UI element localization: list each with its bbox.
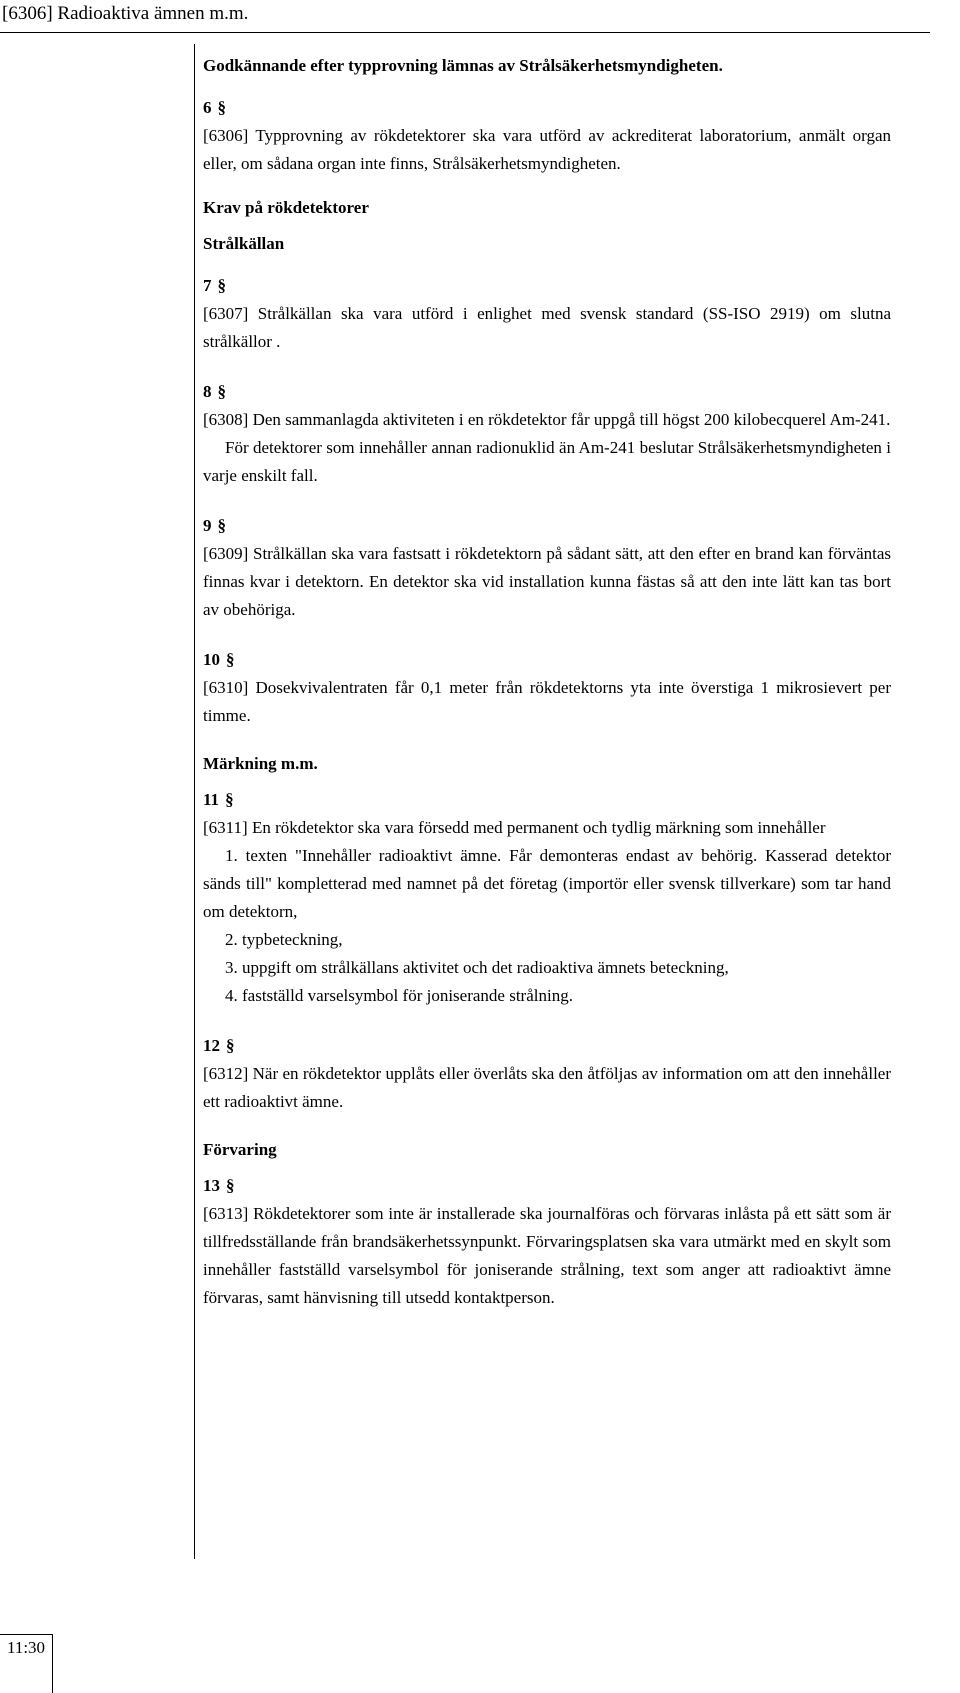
section-9-heading — [203, 512, 891, 540]
heading-stralkallan: Strålkällan — [203, 234, 285, 253]
section-number: 8 — [203, 382, 212, 401]
paragraph-sign-icon: § — [226, 1176, 235, 1195]
section-number: 10 — [203, 650, 220, 669]
section-number: 7 — [203, 276, 212, 295]
document-body — [203, 50, 891, 1312]
section-13-heading — [203, 1172, 891, 1200]
section-8-heading — [203, 378, 891, 406]
section-number: 9 — [203, 516, 212, 535]
list-item: 4. fastställd varselsymbol för joniserande strålning. — [225, 986, 573, 1005]
heading-krav: Krav på rökdetektorer — [203, 198, 369, 217]
paragraph-sign-icon: § — [217, 276, 226, 295]
section-number: 6 — [203, 98, 212, 117]
list-item: 2. typbeteckning, — [225, 930, 343, 949]
paragraph-sign-icon: § — [217, 516, 226, 535]
list-item: 3. uppgift om strålkällans aktivitet och det radioaktiva ämnets beteckning, — [225, 958, 729, 977]
section-9-text: [6309] Strålkällan ska vara fastsatt i rökdetektorn på sådant sätt, att den efter en brand kan förväntas finnas kvar i detektorn. En detektor ska vid installation kunna fästas så att den inte lätt kan tas bort av obehöriga. — [203, 544, 891, 619]
section-8-text: [6308] Den sammanlagda aktiviteten i en rökdetektor får uppgå till högst 200 kilobecquerel Am-241. — [203, 410, 891, 429]
intro-bold: Godkännande efter typprovning lämnas av Strålsäkerhetsmyndigheten. — [203, 56, 723, 75]
paragraph-sign-icon: § — [217, 382, 226, 401]
heading-forvaring: Förvaring — [203, 1140, 277, 1159]
section-11-heading — [203, 786, 891, 814]
section-10-heading — [203, 646, 891, 674]
page-header: [6306] Radioaktiva ämnen m.m. — [0, 0, 930, 33]
section-number: 11 — [203, 790, 220, 809]
section-11-text: [6311] En rökdetektor ska vara försedd med permanent och tydlig märkning som innehåller — [203, 818, 826, 837]
section-10-text: [6310] Dosekvivalentraten får 0,1 meter från rökdetektorns yta inte överstiga 1 mikrosievert per timme. — [203, 678, 891, 725]
section-number: 12 — [203, 1036, 220, 1055]
heading-markning: Märkning m.m. — [203, 754, 318, 773]
paragraph-sign-icon: § — [226, 650, 235, 669]
page-number: 11:30 — [0, 1634, 53, 1693]
section-7-text: [6307] Strålkällan ska vara utförd i enlighet med svensk standard (SS-ISO 2919) om slutna strålkällor . — [203, 304, 891, 351]
section-number: 13 — [203, 1176, 220, 1195]
section-12-heading — [203, 1032, 891, 1060]
section-7-heading — [203, 272, 891, 300]
section-13-text: [6313] Rökdetektorer som inte är installerade ska journalföras och förvaras inlåsta på ett sätt som är tillfredsställande från brandsäkerhetssynpunkt. Förvaringsplatsen ska vara utmärkt med en skylt som innehåller fastställd varselsymbol för joniserande strålning, text som anger att radioaktivt ämne förvaras, samt hänvisning till utsedd kontaktperson. — [203, 1204, 891, 1307]
paragraph-sign-icon: § — [226, 1036, 235, 1055]
paragraph-sign-icon: § — [225, 790, 234, 809]
section-8-text-2: För detektorer som innehåller annan radionuklid än Am-241 beslutar Strålsäkerhetsmyndigheten i varje enskilt fall. — [203, 438, 891, 485]
list-item: 1. texten "Innehåller radioaktivt ämne. Får demonteras endast av behörig. Kasserad detektor sänds till" kompletterad med namnet på det företag (importör eller svensk tillverkare) som tar hand om detektorn, — [203, 846, 891, 921]
margin-rule — [194, 44, 195, 1559]
paragraph-sign-icon: § — [217, 98, 226, 117]
section-6-text: [6306] Typprovning av rökdetektorer ska vara utförd av ackrediterat laboratorium, anmält organ eller, om sådana organ inte finns, Strålsäkerhetsmyndigheten. — [203, 126, 891, 173]
section-12-text: [6312] När en rökdetektor upplåts eller överlåts ska den åtföljas av information om att den innehåller ett radioaktivt ämne. — [203, 1064, 891, 1111]
section-6-heading — [203, 94, 891, 122]
